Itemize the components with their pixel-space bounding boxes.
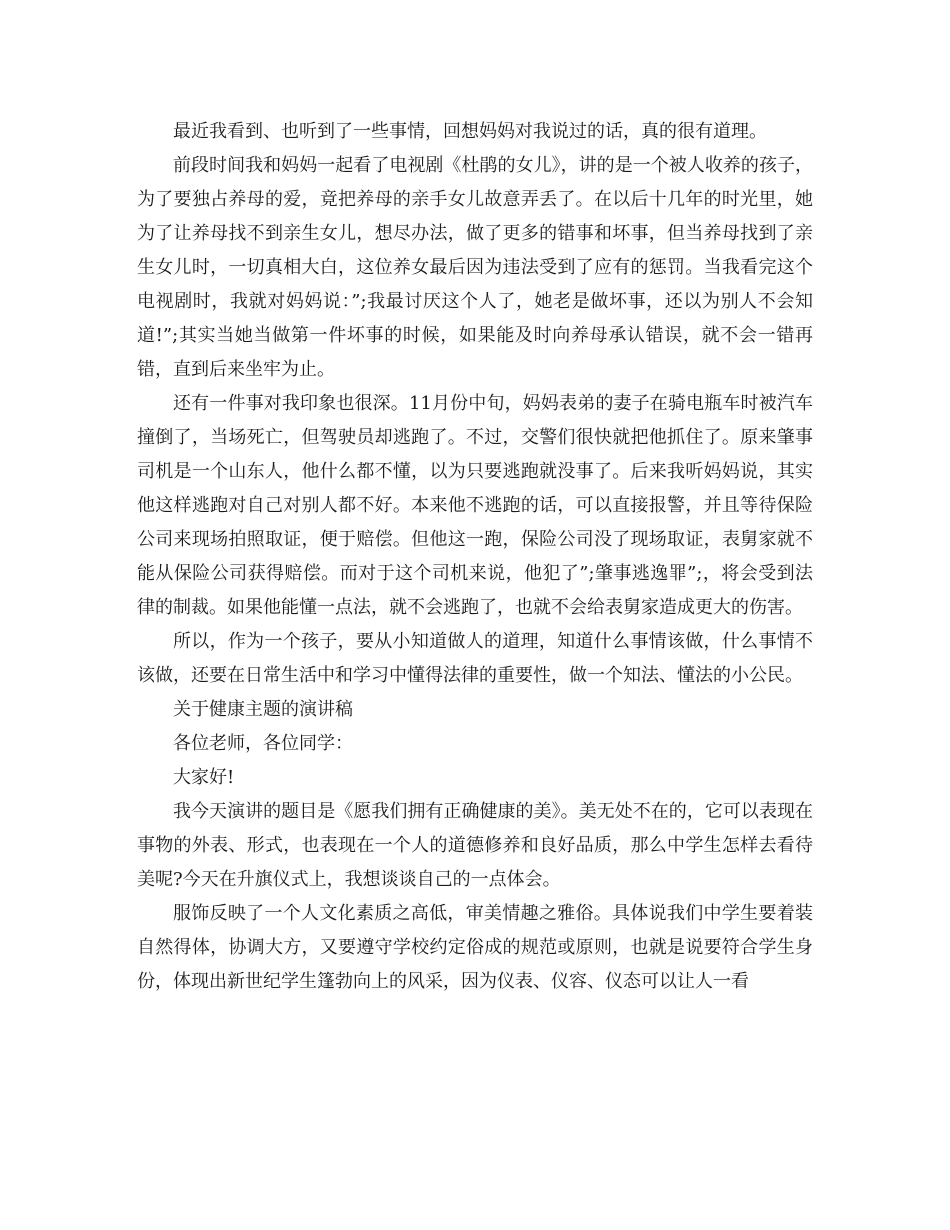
paragraph-2: 前段时间我和妈妈一起看了电视剧《杜鹃的女儿》，讲的是一个被人收养的孩子，为了要独占养母的爱，竟把养母的亲手女儿故意弄丢了。在以后十几年的时光里，她为了让养母找不到亲生女儿，想尽办法，做了更多的错事和坏事，但当养母找到了亲生女儿时，一切真相大白，这位养女最后因为违法受到了应有的惩罚。当我看完这个电视剧时，我就对妈妈说：”;我最讨厌这个人了，她老是做坏事，还以为别人不会知道!”;其实当她当做第一件坏事的时候，如果能及时向养母承认错误，就不会一错再错，直到后来坐牢为止。 — [137, 155, 813, 380]
salutation: 各位老师，各位同学： — [173, 733, 353, 754]
paragraph-6: 服饰反映了一个人文化素质之高低，审美情趣之雅俗。具体说我们中学生要着装自然得体，协调大方，又要遵守学校约定俗成的规范或原则，也就是说要符合学生身份，体现出新世纪学生篷勃向上的风采，因为仪表、仪容、仪态可以让人一看 — [137, 903, 813, 992]
paragraph-4: 所以，作为一个孩子，要从小知道做人的道理，知道什么事情该做，什么事情不该做，还要在日常生活中和学习中懂得法律的重要性，做一个知法、懂法的小公民。 — [137, 631, 813, 686]
paragraph-1: 最近我看到、也听到了一些事情，回想妈妈对我说过的话，真的很有道理。 — [173, 121, 767, 142]
speech-title: 关于健康主题的演讲稿 — [173, 699, 353, 720]
paragraph-3: 还有一件事对我印象也很深。11月份中旬，妈妈表弟的妻子在骑电瓶车时被汽车撞倒了，当场死亡，但驾驶员却逃跑了。不过，交警们很快就把他抓住了。原来肇事司机是一个山东人，他什么都不懂，以为只要逃跑就没事了。后来我听妈妈说，其实他这样逃跑对自己对别人都不好。本来他不逃跑的话，可以直接报警，并且等待保险公司来现场拍照取证，便于赔偿。但他这一跑，保险公司没了现场取证，表舅家就不能从保险公司获得赔偿。而对于这个司机来说，他犯了”;肇事逃逸罪”;，将会受到法律的制裁。如果他能懂一点法，就不会逃跑了，也就不会给表舅家造成更大的伤害。 — [137, 393, 813, 618]
greeting: 大家好! — [173, 767, 235, 788]
paragraph-5: 我今天演讲的题目是《愿我们拥有正确健康的美》。美无处不在的，它可以表现在事物的外表、形式，也表现在一个人的道德修养和良好品质，那么中学生怎样去看待美呢?今天在升旗仪式上，我想谈谈自己的一点体会。 — [137, 801, 813, 890]
document-page — [137, 115, 813, 999]
